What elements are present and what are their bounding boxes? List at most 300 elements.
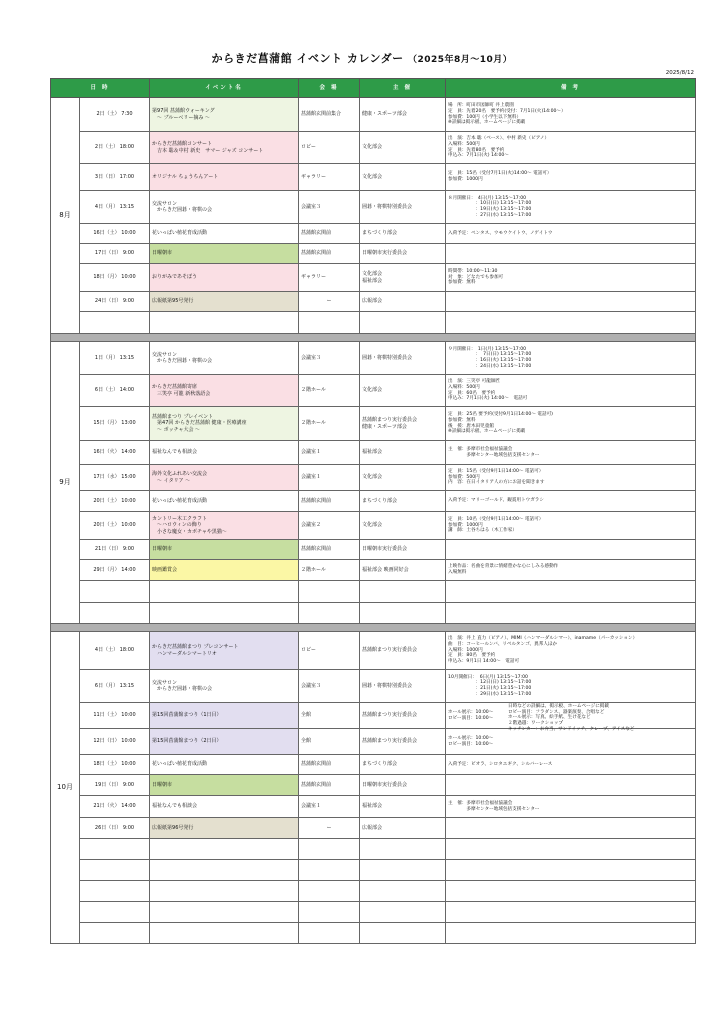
- empty-row: [51, 581, 696, 603]
- festival-detail-line: ２階過越：ワークショップ: [508, 721, 564, 727]
- event-notes: [446, 244, 696, 264]
- event-name-line: 花いっぱい植花育成活動: [152, 497, 208, 504]
- event-notes: [446, 560, 696, 581]
- festival-detail-line: キッチンカー：お弁当、サンドイッチ、クレープ、アイスなど: [508, 726, 635, 732]
- event-notes: [446, 703, 696, 732]
- event-datetime: [80, 312, 150, 334]
- event-name-line: 第15回菖蒲館まつり（2日目）: [152, 738, 222, 745]
- event-name: [150, 560, 299, 581]
- event-venue: ー: [299, 818, 360, 839]
- event-venue: 会議室２: [299, 512, 360, 540]
- event-notes: [446, 923, 696, 944]
- event-note-line: 定 員：先着80名 要予約: [448, 147, 505, 153]
- event-row: [51, 491, 696, 512]
- event-name: [150, 703, 299, 729]
- event-note-line: 入場料：500円: [448, 141, 480, 147]
- event-host: [360, 244, 446, 264]
- event-note-line: ：21日(火) 13:15～17:00: [448, 686, 532, 691]
- event-name: [150, 312, 299, 334]
- event-datetime: 17日（日） 9:00: [80, 244, 150, 264]
- event-notes: [446, 581, 696, 603]
- event-host-line: 菖蒲館まつり実行委員会: [362, 738, 418, 745]
- event-datetime: [80, 839, 150, 860]
- header-event: イベント名: [150, 79, 299, 98]
- title-range: （2025年8月～10月）: [407, 55, 513, 65]
- event-notes: [446, 902, 696, 923]
- event-notes: [446, 775, 696, 796]
- event-name-line: おりがみであそぼう: [152, 274, 198, 281]
- event-datetime: [80, 603, 150, 624]
- event-note-line: 10月開催日： 6日(月) 13:15～17:00: [448, 674, 528, 680]
- event-host: [360, 923, 446, 944]
- event-venue: 会議室３: [299, 191, 360, 224]
- event-host-line: 文化部会: [362, 271, 383, 278]
- event-host: [360, 560, 446, 581]
- event-note-line: 入場無料: [448, 570, 467, 575]
- event-name-line: 花いっぱい植花育成活動: [152, 230, 208, 237]
- event-note-line: 内 容：在日イタリア人の方にお話を聞きます: [448, 480, 545, 486]
- event-venue: 会議室１: [299, 796, 360, 818]
- event-note-line: ：27日(水) 13:15～17:00: [448, 212, 532, 218]
- event-note-line: ９月開催日： 1日(月) 13:15～17:00: [448, 346, 527, 352]
- event-datetime: 2日（土） 18:00: [80, 132, 150, 164]
- festival-detail-line: ロビー演目：フラダンス、器楽演奏、合唱など: [508, 709, 605, 715]
- event-row: [51, 540, 696, 560]
- event-row: [51, 775, 696, 796]
- event-datetime: 15日（月） 13:00: [80, 407, 150, 441]
- event-host-line: 福祉部会 映画同好会: [362, 566, 409, 573]
- event-row: [51, 264, 696, 292]
- event-host: [360, 441, 446, 465]
- event-name-line: からきだ囲碁・将棋の会: [152, 207, 213, 213]
- event-note-line: ：19日(火) 13:15～17:00: [448, 207, 532, 212]
- event-venue: ロビー: [299, 632, 360, 670]
- event-note-line: 入荷予定：ビオラ、シロタエギク、シルバーレース: [448, 761, 553, 767]
- event-note-line: ホール展示：10:00～: [448, 709, 494, 715]
- event-name: [150, 244, 299, 264]
- event-note-line: 参加費：500円: [448, 474, 480, 480]
- event-host: [360, 796, 446, 818]
- event-name-line: カントリー木工クラフト: [152, 516, 208, 523]
- event-host-line: 福祉部会: [362, 277, 383, 284]
- event-row: [51, 98, 696, 132]
- event-venue: 菖蒲館玄関前集合: [299, 98, 360, 132]
- event-note-line: 定 員：60名 要予約: [448, 390, 496, 396]
- empty-row: [51, 923, 696, 944]
- event-datetime: 16日（土） 10:00: [80, 224, 150, 244]
- event-venue: [299, 923, 360, 944]
- event-name: [150, 755, 299, 775]
- event-name: [150, 839, 299, 860]
- event-host-line: 文化部会: [362, 387, 383, 394]
- event-note-line: 主 催：多摩市社会福祉協議会: [448, 446, 513, 452]
- event-host: [360, 703, 446, 729]
- event-host-line: まちづくり部会: [362, 497, 397, 504]
- event-host: [360, 132, 446, 164]
- event-host: [360, 581, 446, 603]
- event-note-line: 参加費：無料: [448, 280, 476, 286]
- event-name-line: からきだ菖蒲館寄席: [152, 384, 198, 391]
- event-host: [360, 818, 446, 839]
- event-host: [360, 342, 446, 375]
- event-host: [360, 465, 446, 491]
- event-note-line: 場 所：町田市図師町 井上農園: [448, 103, 514, 109]
- event-notes: [446, 312, 696, 334]
- event-row: [51, 342, 696, 375]
- event-host: [360, 407, 446, 441]
- event-notes: [446, 491, 696, 512]
- event-row: [51, 796, 696, 818]
- separator-cell: [51, 334, 696, 342]
- event-note-line: 出 演：吉本 聡（ベース）、中村 新史（ピアノ）: [448, 136, 550, 142]
- event-notes: [446, 796, 696, 818]
- event-name-line: 交流サロン: [152, 200, 178, 207]
- event-name-line: 小さな魔女・カボチャや黒猫～: [152, 528, 227, 535]
- event-name: [150, 796, 299, 818]
- event-row: [51, 703, 696, 729]
- event-host-line: 文化部会: [362, 173, 383, 180]
- event-host: [360, 375, 446, 407]
- event-notes: [446, 540, 696, 560]
- event-row: [51, 818, 696, 839]
- event-datetime: 6日（月） 13:15: [80, 670, 150, 703]
- event-host: [360, 540, 446, 560]
- event-datetime: 12日（日） 10:00: [80, 729, 150, 755]
- event-host-line: 日曜朝市実行委員会: [362, 781, 408, 788]
- event-venue: [299, 902, 360, 923]
- event-datetime: 19日（日） 9:00: [80, 775, 150, 796]
- event-venue: ギャラリー: [299, 264, 360, 292]
- updated-date: 2025/8/12: [665, 70, 694, 76]
- event-name-line: 交流サロン: [152, 351, 178, 358]
- event-row: [51, 407, 696, 441]
- event-host: [360, 902, 446, 923]
- event-venue: 会議室１: [299, 465, 360, 491]
- event-venue: 菖蒲館玄関前: [299, 224, 360, 244]
- event-venue: [299, 603, 360, 624]
- event-row: [51, 560, 696, 581]
- event-name-line: 吉本 聡＆中村 新史 サマー ジャズ コンサート: [152, 147, 264, 154]
- event-name-line: からきだ囲碁・将棋の会: [152, 358, 213, 364]
- event-row: [51, 441, 696, 465]
- event-datetime: 16日（火） 14:00: [80, 441, 150, 465]
- event-datetime: 4日（土） 18:00: [80, 632, 150, 670]
- title-text: からきだ菖蒲館 イベント カレンダー: [211, 52, 404, 65]
- event-name: [150, 512, 299, 540]
- event-name: [150, 881, 299, 902]
- event-name-line: ～ イタリア ～: [152, 477, 191, 484]
- event-notes: [446, 132, 696, 164]
- event-notes: [446, 726, 696, 755]
- event-name: [150, 441, 299, 465]
- event-host: [360, 292, 446, 312]
- event-name: [150, 860, 299, 881]
- event-datetime: [80, 860, 150, 881]
- event-name-line: 第47回 からきだ菖蒲館 健康・医療講座: [152, 420, 247, 427]
- empty-row: [51, 902, 696, 923]
- event-note-line: 対 象：どなたでも参加可: [448, 274, 504, 280]
- event-note-line: 参加費：無料: [448, 417, 476, 423]
- event-host: [360, 670, 446, 703]
- event-name: [150, 581, 299, 603]
- event-notes: [446, 632, 696, 670]
- event-venue: ２階ホール: [299, 560, 360, 581]
- event-row: [51, 375, 696, 407]
- event-note-line: 多摩センター地域包括支援センター: [448, 452, 540, 458]
- event-venue: 菖蒲館玄関前: [299, 244, 360, 264]
- event-datetime: 18日（月） 10:00: [80, 264, 150, 292]
- event-name: [150, 375, 299, 407]
- event-name: [150, 540, 299, 560]
- event-name: [150, 191, 299, 224]
- event-note-line: ：12日(日) 13:15～17:00: [448, 680, 532, 686]
- event-note-line: ロビー演目：10:00～: [448, 741, 494, 747]
- event-name-line: 菖蒲館まつり プレイベント: [152, 414, 214, 421]
- event-name: [150, 407, 299, 441]
- event-name-line: ～ハロウィンの飾り: [152, 522, 202, 529]
- event-notes: [446, 860, 696, 881]
- event-venue: 全館: [299, 729, 360, 755]
- event-name-line: 花いっぱい植花育成活動: [152, 761, 208, 768]
- event-note-line: 定 員：25名 要予約(受付9月1日14:00～ 電話可): [448, 412, 553, 418]
- event-name: [150, 632, 299, 670]
- event-note-line: 申込み：9月1日 14:00～ 電話可: [448, 659, 520, 665]
- event-name: [150, 224, 299, 244]
- event-note-line: 曲 目：コーヒールンバ、リベルタンゴ、異邦人ほか: [448, 641, 558, 647]
- month-separator: [51, 334, 696, 342]
- event-notes: [446, 512, 696, 540]
- event-venue: [299, 312, 360, 334]
- header-host: 主 催: [360, 79, 446, 98]
- festival-detail-line: 日時などの詳細は、掲示板、ホームページに掲載: [508, 704, 609, 709]
- event-datetime: 24日（日） 9:00: [80, 292, 150, 312]
- event-note-line: 参加費：100円（小学生以下無料）: [448, 114, 522, 120]
- event-host: [360, 729, 446, 755]
- event-name-line: 第97回 菖蒲館ウォーキング: [152, 108, 215, 115]
- event-host: [360, 224, 446, 244]
- event-notes: [446, 98, 696, 132]
- event-name: [150, 603, 299, 624]
- calendar-body: [51, 98, 696, 944]
- event-notes: [446, 224, 696, 244]
- event-host-line: 福祉部会: [362, 803, 383, 810]
- festival-detail-line: ホール展示：写真、絵手紙、生け花など: [508, 715, 591, 721]
- event-note-line: ホール展示：10:00～: [448, 735, 494, 741]
- event-note-line: 申込み：7月1日(火) 14:00～: [448, 153, 509, 159]
- month-label: 9月: [51, 342, 80, 624]
- event-row: [51, 244, 696, 264]
- empty-row: [51, 860, 696, 881]
- event-note-line: ロビー演目：10:00～: [448, 715, 494, 721]
- event-venue: 会議室３: [299, 342, 360, 375]
- event-row: [51, 670, 696, 703]
- event-datetime: 21日（日） 9:00: [80, 540, 150, 560]
- event-host-line: 健康・スポーツ部会: [362, 111, 407, 118]
- event-datetime: 26日（日） 9:00: [80, 818, 150, 839]
- event-name-line: 日曜朝市: [152, 546, 173, 553]
- event-name-line: 日曜朝市: [152, 250, 173, 257]
- event-row: [51, 292, 696, 312]
- event-name-line: からきだ菖蒲館まつり プレコンサート: [152, 644, 239, 651]
- event-host-line: 菖蒲館まつり実行委員会: [362, 647, 418, 654]
- event-host-line: 囲碁・将棋特別委員会: [362, 354, 413, 361]
- header-venue: 会 場: [299, 79, 360, 98]
- empty-row: [51, 839, 696, 860]
- event-note-line: 主 催：多摩市社会福祉協議会: [448, 800, 513, 806]
- empty-row: [51, 603, 696, 624]
- event-datetime: 2日（土） 7:30: [80, 98, 150, 132]
- event-note-line: 入荷予定：ペンタス、ウモウケイトウ、ノゲイトウ: [448, 230, 553, 236]
- event-host: [360, 881, 446, 902]
- event-row: [51, 191, 696, 224]
- event-name-line: オリジナル ちょうちんアート: [152, 173, 219, 180]
- event-venue: ロビー: [299, 132, 360, 164]
- event-datetime: [80, 902, 150, 923]
- event-note-line: 出 演：井上 直力（ピアノ）、MIMI（ハンマーダルシマー）、inamame（パーカッション）: [448, 636, 638, 642]
- event-note-line: ：16日(火) 13:15～17:00: [448, 358, 532, 363]
- event-venue: ギャラリー: [299, 164, 360, 191]
- event-name: [150, 98, 299, 132]
- event-name-line: ハンマーダルシマートリオ: [152, 650, 217, 657]
- event-datetime: 21日（火） 14:00: [80, 796, 150, 818]
- event-venue: 会議室１: [299, 441, 360, 465]
- event-row: [51, 755, 696, 775]
- event-name: [150, 342, 299, 375]
- event-name-line: からきだ菖蒲館コンサート: [152, 141, 213, 148]
- event-name-line: 映画鑑賞会: [152, 566, 178, 573]
- event-note-line: 定 員：15名（受付9月1日14:00～ 電話可）: [448, 468, 544, 474]
- month-label: 8月: [51, 98, 80, 334]
- empty-row: [51, 312, 696, 334]
- event-host-line: 広報部会: [362, 298, 383, 305]
- event-note-line: 入場料：1000円: [448, 647, 483, 653]
- event-note-line: ８月開催日： 4日(月) 13:15～17:00: [448, 195, 527, 201]
- event-venue: 菖蒲館玄関前: [299, 491, 360, 512]
- header-notes: 備 考: [446, 79, 696, 98]
- event-datetime: 4日（月） 13:15: [80, 191, 150, 224]
- event-note-line: ： 7日(日) 13:15～17:00: [448, 352, 532, 358]
- event-venue: ー: [299, 292, 360, 312]
- event-datetime: 17日（水） 15:00: [80, 465, 150, 491]
- event-host-line: 日曜朝市実行委員会: [362, 546, 408, 553]
- event-venue: [299, 581, 360, 603]
- event-name-line: 海外文化ふれあい交流会: [152, 471, 208, 478]
- event-host-line: まちづくり部会: [362, 230, 397, 237]
- event-datetime: 11日（土） 10:00: [80, 703, 150, 729]
- empty-row: [51, 881, 696, 902]
- event-venue: 菖蒲館玄関前: [299, 775, 360, 796]
- event-name-line: ～ ボッチャ大会 ～: [152, 426, 201, 433]
- event-notes: [446, 755, 696, 775]
- event-host: [360, 839, 446, 860]
- event-note-line: 定 員：10名（受付9月1日14:00～ 電話可）: [448, 516, 544, 522]
- event-note-line: 後 援：唐木田児童館: [448, 423, 494, 429]
- header-row: [51, 79, 696, 98]
- event-row: [51, 224, 696, 244]
- event-note-line: 入荷予定：マリーゴールド、観賞用トウガラシ: [448, 498, 544, 504]
- event-host: [360, 164, 446, 191]
- event-datetime: 3日（日） 17:00: [80, 164, 150, 191]
- event-notes: [446, 164, 696, 191]
- page-title: [0, 50, 724, 66]
- event-name-line: 交流サロン: [152, 679, 178, 686]
- event-datetime: [80, 881, 150, 902]
- event-calendar-table: [50, 78, 696, 944]
- event-host-line: 囲碁・将棋特別委員会: [362, 682, 413, 689]
- month-label: 10月: [51, 632, 80, 944]
- event-notes: [446, 839, 696, 860]
- event-venue: [299, 881, 360, 902]
- event-note-line: 定 員：先着20名 要予約(受付：7月1日(火)14:00～）: [448, 108, 566, 114]
- event-venue: [299, 839, 360, 860]
- event-note-line: 時間帯：10:00～11:30: [448, 268, 498, 274]
- event-name: [150, 775, 299, 796]
- event-host: [360, 755, 446, 775]
- event-host-line: 菖蒲館まつり実行委員会: [362, 417, 418, 424]
- event-datetime: 20日（土） 10:00: [80, 491, 150, 512]
- event-row: [51, 465, 696, 491]
- event-note-line: ：29日(水) 13:15～17:00: [448, 691, 532, 697]
- event-name-line: 福祉なんでも相談会: [152, 449, 198, 456]
- event-notes: [446, 670, 696, 703]
- event-notes: [446, 375, 696, 407]
- event-host: [360, 860, 446, 881]
- event-host-line: 広報部会: [362, 824, 383, 831]
- event-name: [150, 264, 299, 292]
- event-host-line: 菖蒲館まつり実行委員会: [362, 712, 418, 719]
- event-host-line: 文化部会: [362, 522, 383, 529]
- event-note-line: ※詳細は掲示板、ホームページに掲載: [448, 120, 526, 126]
- event-host: [360, 632, 446, 670]
- event-venue: 会議室３: [299, 670, 360, 703]
- event-note-line: 定 員：80名 要予約: [448, 653, 496, 659]
- event-venue: ２階ホール: [299, 375, 360, 407]
- event-datetime: 29日（月） 14:00: [80, 560, 150, 581]
- event-name: [150, 465, 299, 491]
- event-notes: [446, 818, 696, 839]
- event-note-line: 出 演：三笑亭 可龍師匠: [448, 379, 501, 385]
- event-name-line: 福祉なんでも相談会: [152, 803, 198, 810]
- event-datetime: 20日（土） 10:00: [80, 512, 150, 540]
- header-datetime: 日 時: [51, 79, 150, 98]
- event-row: [51, 632, 696, 670]
- event-host: [360, 603, 446, 624]
- event-venue: 菖蒲館玄関前: [299, 755, 360, 775]
- event-name: [150, 292, 299, 312]
- event-notes: [446, 465, 696, 491]
- event-venue: 全館: [299, 703, 360, 729]
- event-venue: [299, 860, 360, 881]
- event-host: [360, 312, 446, 334]
- event-notes: [446, 881, 696, 902]
- event-host: [360, 512, 446, 540]
- event-name-line: 広報紙第96号発行: [152, 824, 194, 831]
- event-datetime: 18日（土） 10:00: [80, 755, 150, 775]
- event-name: [150, 902, 299, 923]
- event-name: [150, 923, 299, 944]
- event-name-line: 第15回菖蒲館まつり（1日目）: [152, 712, 222, 719]
- event-note-line: 上映作品：名曲を背景に情緒豊かな心にしみる感動作: [448, 564, 559, 570]
- event-row: [51, 729, 696, 755]
- event-host-line: 日曜朝市実行委員会: [362, 250, 408, 257]
- event-host-line: 福祉部会: [362, 449, 383, 456]
- event-name: [150, 132, 299, 164]
- event-note-line: 定 員：15名（受付7月1日(火)14:00～ 電話可）: [448, 171, 552, 177]
- event-notes: [446, 407, 696, 441]
- event-note-line: ：24日(水) 13:15～17:00: [448, 363, 532, 369]
- event-name: [150, 164, 299, 191]
- event-host: [360, 775, 446, 796]
